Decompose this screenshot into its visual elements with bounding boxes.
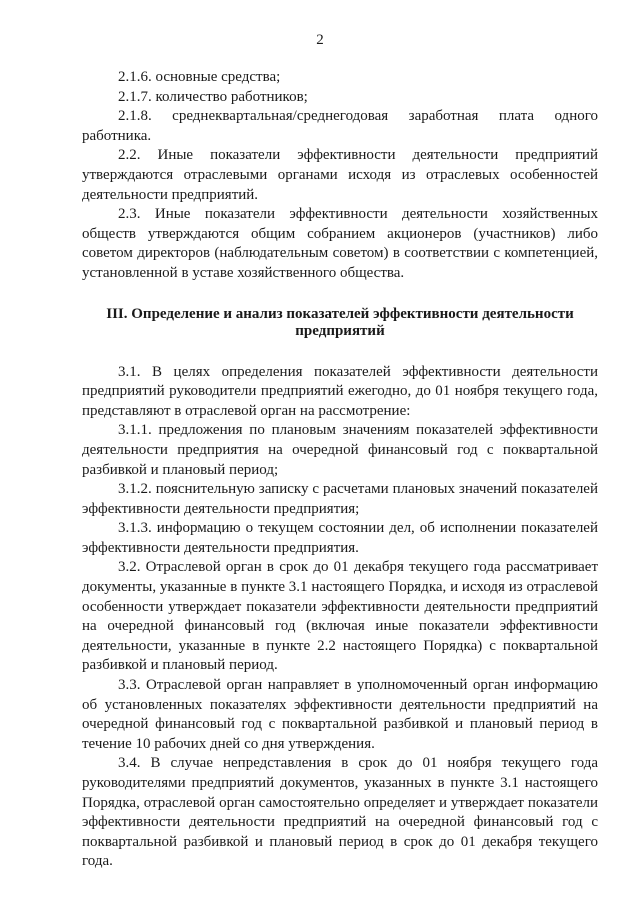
paragraph-2-1-7: 2.1.7. количество работников; — [118, 88, 308, 105]
document-body — [82, 68, 598, 872]
paragraph-3-1-3: 3.1.3. информацию о текущем состоянии дел, об исполнении показателей эффективности деятельности предприятия. — [82, 520, 598, 556]
paragraph-3-1: 3.1. В целях определения показателей эффективности деятельности предприятий руководители предприятий ежегодно, до 01 ноября текущего года, представляют в отраслевой орган на рассмотрение: — [82, 363, 598, 419]
section-heading-line1: III. Определение и анализ показателей эффективности деятельности — [106, 305, 574, 322]
paragraph-3-2: 3.2. Отраслевой орган в срок до 01 декабря текущего года рассматривает документы, указанные в пункте 3.1 настоящего Порядка, и исходя из отраслевой особенности утверждает показатели эффективности деятельности предприятий на очередной финансовый год (включая иные показатели эффективности деятельности, указанные в пункте 2.2 настоящего Порядка) с поквартальной разбивкой и плановый период. — [82, 559, 598, 674]
paragraph-3-1-1: 3.1.1. предложения по плановым значениям показателей эффективности деятельности предприятия на очередной финансовый год с поквартальной разбивкой и плановый период; — [82, 422, 598, 478]
paragraph-2-2: 2.2. Иные показатели эффективности деятельности предприятий утверждаются отраслевыми органами исходя из отраслевых особенностей деятельности предприятий. — [82, 147, 598, 203]
paragraph-2-3: 2.3. Иные показатели эффективности деятельности хозяйственных обществ утверждаются общим собранием акционеров (участников) либо советом директоров (наблюдательным советом) в соответствии с компетенцией, установленной в уставе хозяйственного общества. — [82, 206, 598, 281]
paragraph-3-1-2: 3.1.2. пояснительную записку с расчетами плановых значений показателей эффективности деятельности предприятия; — [82, 481, 598, 517]
paragraph-2-1-6: 2.1.6. основные средства; — [118, 69, 281, 85]
section-heading-line2: предприятий — [295, 322, 385, 339]
paragraph-3-3: 3.3. Отраслевой орган направляет в уполномоченный орган информацию об установленных показателях эффективности деятельности предприятий на очередной финансовый год с поквартальной разбивкой и плановый период в течение 10 рабочих дней со дня утверждения. — [82, 677, 598, 752]
paragraph-2-1-8: 2.1.8. среднеквартальная/среднегодовая заработная плата одного работника. — [82, 108, 598, 144]
section-heading — [82, 306, 598, 340]
paragraph-3-4: 3.4. В случае непредставления в срок до 01 ноября текущего года руководителями предприятий документов, указанных в пункте 3.1 настоящего Порядка, отраслевой орган самостоятельно определяет и утверждает показатели эффективности деятельности предприятий на очередной финансовый год с поквартальной разбивкой и плановый период в срок до 01 декабря текущего года. — [82, 755, 598, 870]
page-number: 2 — [316, 32, 324, 48]
